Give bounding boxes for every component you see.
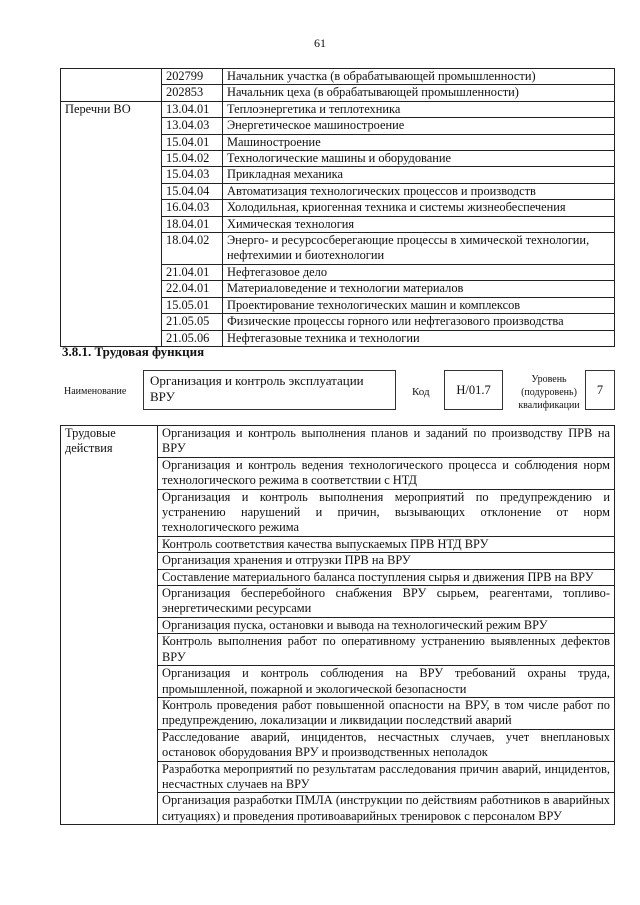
table-row: [61, 314, 615, 330]
labor-action-cell: Контроль соответствия качества выпускаемых ПРВ НТД ВРУ: [158, 536, 615, 552]
labor-action-cell: Организация бесперебойного снабжения ВРУ сырьем, реагентами, топливо-энергетическими ресурсами: [158, 586, 615, 618]
name-cell: Начальник цеха (в обрабатывающей промышленности): [223, 85, 615, 101]
name-cell: Прикладная механика: [223, 167, 615, 183]
labor-action-cell: Контроль выполнения работ по оперативному устранению выявленных дефектов ВРУ: [158, 634, 615, 666]
group-cell: [61, 216, 162, 232]
labor-action-cell: Организация хранения и отгрузки ПРВ на ВРУ: [158, 553, 615, 569]
section-heading: 3.8.1. Трудовая функция: [62, 344, 205, 359]
name-label: Наименование: [64, 386, 127, 397]
level-value-box: 7: [585, 370, 615, 410]
table-row: [61, 264, 615, 280]
group-cell: [61, 85, 162, 101]
table-row: [61, 69, 615, 85]
name-cell: Физические процессы горного или нефтегазового производства: [223, 314, 615, 330]
group-cell: [61, 297, 162, 313]
labor-action-cell: Организация и контроль ведения технологического процесса и соблюдения норм технологического режима в соответствии с НТД: [158, 457, 615, 489]
labor-action-cell: Организация пуска, остановки и вывода на технологический режим ВРУ: [158, 617, 615, 633]
code-cell: 13.04.03: [162, 118, 223, 134]
name-cell: Проектирование технологических машин и комплексов: [223, 297, 615, 313]
level-label-line: квалификации: [518, 400, 580, 411]
code-cell: 15.05.01: [162, 297, 223, 313]
table-row: [61, 85, 615, 101]
group-cell: [61, 134, 162, 150]
name-cell: Автоматизация технологических процессов и производств: [223, 183, 615, 199]
name-cell: Химическая технология: [223, 216, 615, 232]
labor-action-cell: Контроль проведения работ повышенной опасности на ВРУ, в том числе работ по предупреждению, локализации и ликвидации последствий аварий: [158, 697, 615, 729]
code-cell: 202853: [162, 85, 223, 101]
table-row: [61, 167, 615, 183]
labor-action-cell: Организация разработки ПМЛА (инструкции по действиям работников в аварийных ситуациях) и проведения противоаварийных тренировок с персоналом ВРУ: [158, 793, 615, 825]
level-label-line: (подуровень): [521, 387, 577, 398]
function-code-box: H/01.7: [444, 370, 503, 410]
labor-action-cell: Расследование аварий, инцидентов, несчастных случаев, учет внеплановых остановок оборудования ВРУ и производственных неполадок: [158, 729, 615, 761]
labor-action-cell: Разработка мероприятий по результатам расследования причин аварий, инцидентов, несчастных случаев на ВРУ: [158, 761, 615, 793]
table-row: [61, 297, 615, 313]
code-cell: 202799: [162, 69, 223, 85]
level-label-line: Уровень: [531, 374, 567, 385]
group-cell: [61, 314, 162, 330]
code-label: Код: [412, 386, 430, 398]
group-cell: Перечни ВО: [61, 101, 162, 117]
table-row: [61, 200, 615, 216]
name-cell: Нефтегазовое дело: [223, 264, 615, 280]
group-cell: [61, 151, 162, 167]
code-cell: 13.04.01: [162, 101, 223, 117]
education-table: [60, 68, 615, 347]
level-label: [510, 373, 588, 412]
table-row: [61, 281, 615, 297]
group-cell: [61, 281, 162, 297]
table-row: [61, 233, 615, 265]
labor-action-cell: Организация и контроль соблюдения на ВРУ требований охраны труда, промышленной, пожарной и экологической безопасности: [158, 666, 615, 698]
name-cell: Материаловедение и технологии материалов: [223, 281, 615, 297]
name-cell: Энерго- и ресурсосберегающие процессы в химической технологии, нефтехимии и биотехнологии: [223, 233, 615, 265]
table-row: [61, 216, 615, 232]
table-row: [61, 118, 615, 134]
code-cell: 22.04.01: [162, 281, 223, 297]
name-cell: Теплоэнергетика и теплотехника: [223, 101, 615, 117]
group-cell: [61, 69, 162, 85]
code-cell: 21.04.01: [162, 264, 223, 280]
group-cell: [61, 118, 162, 134]
group-cell: [61, 183, 162, 199]
code-cell: 15.04.01: [162, 134, 223, 150]
group-cell: [61, 200, 162, 216]
page-number: 61: [314, 36, 326, 50]
code-cell: 16.04.03: [162, 200, 223, 216]
name-cell: Машиностроение: [223, 134, 615, 150]
group-cell: [61, 233, 162, 265]
code-cell: 21.05.06: [162, 330, 223, 346]
table-row: [61, 183, 615, 199]
group-cell: [61, 167, 162, 183]
labor-action-cell: Организация и контроль выполнения планов и заданий по производству ПРВ на ВРУ: [158, 426, 615, 458]
labor-actions-table: [60, 425, 615, 825]
code-cell: 21.05.05: [162, 314, 223, 330]
table-row: [61, 134, 615, 150]
labor-action-cell: Организация и контроль выполнения мероприятий по предупреждению и устранению нарушений и причин, вызывающих отклонение от норм технологического режима: [158, 489, 615, 536]
labor-actions-label: Трудовые действия: [61, 426, 158, 825]
code-cell: 18.04.01: [162, 216, 223, 232]
name-cell: Энергетическое машиностроение: [223, 118, 615, 134]
code-cell: 18.04.02: [162, 233, 223, 265]
table-row: [61, 101, 615, 117]
function-name-box: Организация и контроль эксплуатации ВРУ: [143, 370, 396, 410]
code-cell: 15.04.02: [162, 151, 223, 167]
table-row: [61, 426, 615, 458]
name-cell: Холодильная, криогенная техника и системы жизнеобеспечения: [223, 200, 615, 216]
table-row: [61, 151, 615, 167]
name-cell: Начальник участка (в обрабатывающей промышленности): [223, 69, 615, 85]
group-cell: [61, 264, 162, 280]
labor-action-cell: Составление материального баланса поступления сырья и движения ПРВ на ВРУ: [158, 569, 615, 585]
name-cell: Технологические машины и оборудование: [223, 151, 615, 167]
code-cell: 15.04.04: [162, 183, 223, 199]
code-cell: 15.04.03: [162, 167, 223, 183]
name-cell: Нефтегазовые техника и технологии: [223, 330, 615, 346]
